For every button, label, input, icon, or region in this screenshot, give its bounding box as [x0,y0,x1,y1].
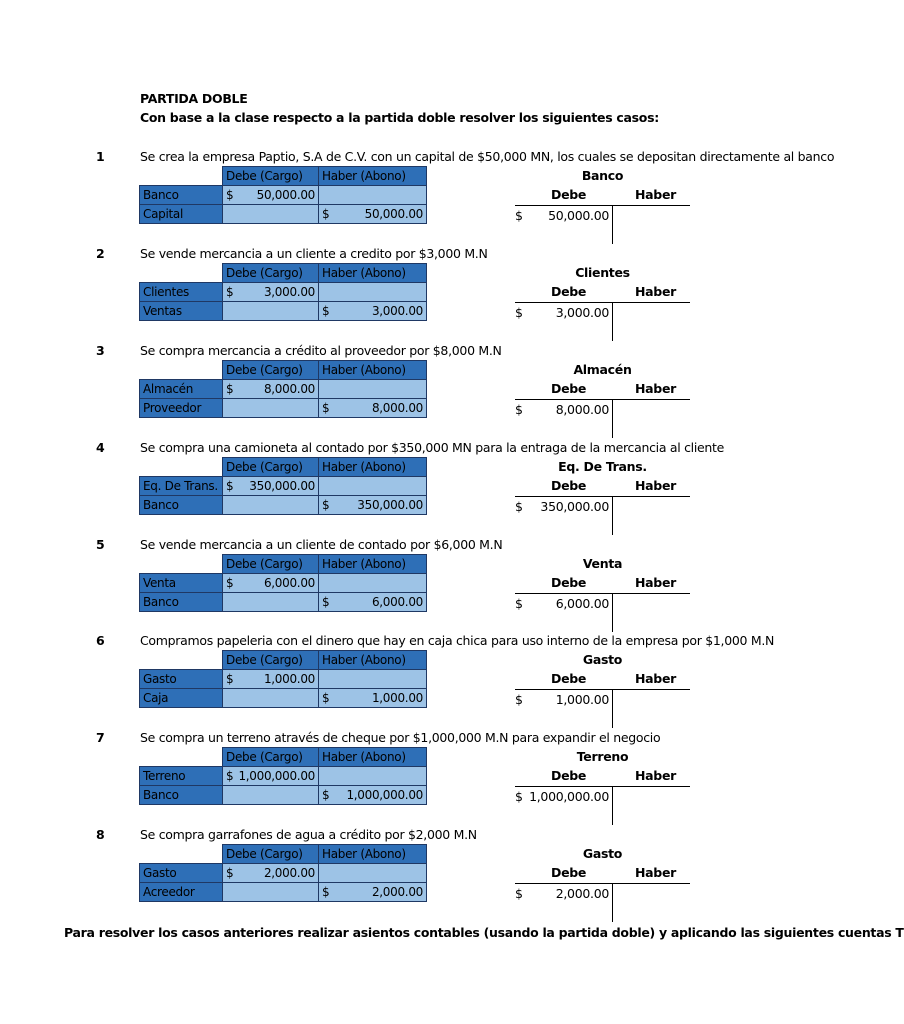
debit-account-cell: Gasto [140,670,223,689]
t-account-vertical-line [612,689,613,728]
journal-entry-table [139,554,427,612]
t-account-amount: 350,000.00 [540,499,609,514]
case-number: 5 [96,537,105,552]
journal-header-row [140,167,427,186]
credit-row [140,786,427,805]
credit-empty-cell [319,574,427,593]
currency-symbol: $ [322,595,330,609]
debit-account-cell: Clientes [140,283,223,302]
t-account-horizontal-line [515,205,690,206]
debit-row [140,864,427,883]
debit-empty-cell [223,786,319,805]
debit-amount: 1,000.00 [263,672,315,686]
t-account-vertical-line [612,496,613,535]
credit-account-cell: Banco [140,593,223,612]
debit-account-cell: Almacén [140,380,223,399]
journal-entry-table [139,844,427,902]
debit-amount-cell [223,864,319,883]
credit-amount: 3,000.00 [371,304,423,318]
case-description: Se compra una camioneta al contado por $350,000 MN para la entraga de la mercancia al cliente [140,440,724,455]
credit-account-cell: Ventas [140,302,223,321]
case-description: Se compra garrafones de agua a crédito por $2,000 M.N [140,827,477,842]
journal-entry-table [139,166,427,224]
header-blank-cell [140,651,223,670]
haber-abono-header: Haber (Abono) [319,264,427,283]
t-account-name: Gasto [582,846,623,861]
currency-symbol: $ [515,789,523,804]
currency-symbol: $ [226,576,234,590]
currency-symbol: $ [226,672,234,686]
t-account-vertical-line [612,593,613,632]
credit-amount: 50,000.00 [364,207,423,221]
currency-symbol: $ [515,208,523,223]
debe-cargo-header: Debe (Cargo) [223,167,319,186]
t-account-haber-label: Haber [635,865,676,880]
case-number: 7 [96,730,105,745]
t-account-debit-entry [515,208,610,223]
case-description: Se compra un terreno através de cheque por $1,000,000 M.N para expandir el negocio [140,730,661,745]
t-account-debit-entry [515,402,610,417]
t-account-name: Eq. De Trans. [558,459,647,474]
haber-abono-header: Haber (Abono) [319,167,427,186]
t-account-horizontal-line [515,399,690,400]
debit-row [140,477,427,496]
t-account-horizontal-line [515,786,690,787]
currency-symbol: $ [515,596,523,611]
debit-empty-cell [223,689,319,708]
haber-abono-header: Haber (Abono) [319,845,427,864]
t-account-debe-label: Debe [551,575,587,590]
credit-empty-cell [319,864,427,883]
credit-empty-cell [319,767,427,786]
credit-row [140,593,427,612]
debit-empty-cell [223,399,319,418]
credit-row [140,883,427,902]
header-blank-cell [140,845,223,864]
debit-row [140,767,427,786]
case-description: Compramos papeleria con el dinero que hay en caja chica para uso interno de la empresa por $1,000 M.N [140,633,775,648]
credit-empty-cell [319,186,427,205]
debit-row [140,574,427,593]
debit-amount-cell [223,670,319,689]
t-account-name: Almacén [573,362,632,377]
credit-account-cell: Caja [140,689,223,708]
currency-symbol: $ [226,382,234,396]
haber-abono-header: Haber (Abono) [319,748,427,767]
t-account-debit-entry [515,886,610,901]
t-account-haber-label: Haber [635,575,676,590]
currency-symbol: $ [226,285,234,299]
debit-row [140,380,427,399]
currency-symbol: $ [515,499,523,514]
t-account-debe-label: Debe [551,381,587,396]
currency-symbol: $ [515,886,523,901]
debit-account-cell: Venta [140,574,223,593]
t-account-amount: 3,000.00 [555,305,609,320]
t-account-debe-label: Debe [551,768,587,783]
header-blank-cell [140,361,223,380]
debe-cargo-header: Debe (Cargo) [223,361,319,380]
t-account-debe-label: Debe [551,865,587,880]
credit-empty-cell [319,380,427,399]
journal-header-row [140,555,427,574]
header-blank-cell [140,748,223,767]
t-account-debe-label: Debe [551,187,587,202]
t-account-name: Terreno [576,749,629,764]
debit-amount-cell [223,186,319,205]
journal-entry-table [139,747,427,805]
debe-cargo-header: Debe (Cargo) [223,651,319,670]
t-account-debit-entry [515,596,610,611]
debit-amount-cell [223,574,319,593]
journal-entry-table [139,263,427,321]
credit-amount: 1,000,000.00 [346,788,423,802]
credit-amount-cell [319,689,427,708]
t-account-horizontal-line [515,883,690,884]
credit-account-cell: Banco [140,786,223,805]
currency-symbol: $ [322,498,330,512]
page-subtitle: Con base a la clase respecto a la partida doble resolver los siguientes casos: [140,110,659,125]
debit-empty-cell [223,593,319,612]
case-number: 2 [96,246,105,261]
t-account-haber-label: Haber [635,381,676,396]
case-description: Se vende mercancia a un cliente de contado por $6,000 M.N [140,537,503,552]
debit-row [140,186,427,205]
case-description: Se vende mercancia a un cliente a credito por $3,000 M.N [140,246,488,261]
t-account-horizontal-line [515,593,690,594]
credit-amount: 8,000.00 [371,401,423,415]
journal-entry-table [139,457,427,515]
case-number: 6 [96,633,105,648]
credit-row [140,302,427,321]
credit-row [140,689,427,708]
debit-row [140,670,427,689]
t-account-horizontal-line [515,496,690,497]
debit-empty-cell [223,205,319,224]
t-account-amount: 50,000.00 [548,208,609,223]
debit-empty-cell [223,883,319,902]
debit-amount: 350,000.00 [249,479,315,493]
journal-header-row [140,748,427,767]
credit-account-cell: Banco [140,496,223,515]
currency-symbol: $ [322,207,330,221]
t-account-vertical-line [612,883,613,922]
t-account-debit-entry [515,789,610,804]
credit-row [140,496,427,515]
credit-amount-cell [319,593,427,612]
journal-header-row [140,651,427,670]
currency-symbol: $ [515,692,523,707]
t-account-vertical-line [612,205,613,244]
t-account-haber-label: Haber [635,768,676,783]
t-account-horizontal-line [515,302,690,303]
currency-symbol: $ [322,691,330,705]
header-blank-cell [140,555,223,574]
debit-empty-cell [223,302,319,321]
t-account-debit-entry [515,692,610,707]
credit-amount-cell [319,205,427,224]
t-account-vertical-line [612,302,613,341]
currency-symbol: $ [322,788,330,802]
haber-abono-header: Haber (Abono) [319,555,427,574]
currency-symbol: $ [322,304,330,318]
t-account-name: Venta [582,556,623,571]
case-number: 1 [96,149,105,164]
debit-amount: 1,000,000.00 [238,769,315,783]
debit-amount-cell [223,380,319,399]
case-number: 8 [96,827,105,842]
t-account-name: Banco [581,168,624,183]
debe-cargo-header: Debe (Cargo) [223,845,319,864]
t-account-haber-label: Haber [635,187,676,202]
t-account-name: Gasto [582,652,623,667]
journal-entry-table [139,650,427,708]
t-account-horizontal-line [515,689,690,690]
haber-abono-header: Haber (Abono) [319,458,427,477]
credit-amount: 2,000.00 [371,885,423,899]
credit-amount-cell [319,883,427,902]
currency-symbol: $ [226,188,234,202]
currency-symbol: $ [226,769,234,783]
haber-abono-header: Haber (Abono) [319,651,427,670]
debit-account-cell: Terreno [140,767,223,786]
page-title: PARTIDA DOBLE [140,91,248,106]
t-account-amount: 8,000.00 [555,402,609,417]
credit-row [140,205,427,224]
header-blank-cell [140,264,223,283]
debit-account-cell: Banco [140,186,223,205]
debit-amount-cell [223,477,319,496]
footer-instructions: Para resolver los casos anteriores realizar asientos contables (usando la partida doble) y aplicando las siguientes cuentas T [64,925,904,940]
t-account-debe-label: Debe [551,478,587,493]
credit-empty-cell [319,670,427,689]
credit-amount: 1,000.00 [371,691,423,705]
debit-account-cell: Gasto [140,864,223,883]
currency-symbol: $ [515,305,523,320]
credit-account-cell: Capital [140,205,223,224]
t-account-debe-label: Debe [551,284,587,299]
currency-symbol: $ [322,885,330,899]
credit-empty-cell [319,283,427,302]
currency-symbol: $ [226,479,234,493]
t-account-amount: 1,000.00 [555,692,609,707]
debit-amount: 50,000.00 [256,188,315,202]
credit-account-cell: Proveedor [140,399,223,418]
credit-amount-cell [319,399,427,418]
t-account-debit-entry [515,499,610,514]
header-blank-cell [140,458,223,477]
t-account-name: Clientes [575,265,630,280]
debit-amount: 2,000.00 [263,866,315,880]
debe-cargo-header: Debe (Cargo) [223,555,319,574]
credit-amount-cell [319,496,427,515]
journal-header-row [140,361,427,380]
t-account-vertical-line [612,786,613,825]
debit-amount-cell [223,283,319,302]
t-account-haber-label: Haber [635,284,676,299]
debit-empty-cell [223,496,319,515]
t-account-debit-entry [515,305,610,320]
debit-account-cell: Eq. De Trans. [140,477,223,496]
case-number: 3 [96,343,105,358]
t-account-amount: 1,000,000.00 [529,789,609,804]
debit-amount: 8,000.00 [263,382,315,396]
case-number: 4 [96,440,105,455]
credit-account-cell: Acreedor [140,883,223,902]
header-blank-cell [140,167,223,186]
credit-empty-cell [319,477,427,496]
debit-amount-cell [223,767,319,786]
t-account-haber-label: Haber [635,478,676,493]
debit-amount: 3,000.00 [263,285,315,299]
credit-amount: 6,000.00 [371,595,423,609]
journal-header-row [140,264,427,283]
haber-abono-header: Haber (Abono) [319,361,427,380]
case-description: Se compra mercancia a crédito al proveedor por $8,000 M.N [140,343,502,358]
currency-symbol: $ [226,866,234,880]
debit-amount: 6,000.00 [263,576,315,590]
currency-symbol: $ [515,402,523,417]
case-description: Se crea la empresa Paptio, S.A de C.V. con un capital de $50,000 MN, los cuales se depositan directamente al banco [140,149,835,164]
debe-cargo-header: Debe (Cargo) [223,748,319,767]
credit-amount: 350,000.00 [357,498,423,512]
journal-entry-table [139,360,427,418]
credit-amount-cell [319,302,427,321]
debit-row [140,283,427,302]
t-account-amount: 2,000.00 [555,886,609,901]
credit-row [140,399,427,418]
currency-symbol: $ [322,401,330,415]
debe-cargo-header: Debe (Cargo) [223,458,319,477]
journal-header-row [140,845,427,864]
t-account-vertical-line [612,399,613,438]
t-account-amount: 6,000.00 [555,596,609,611]
t-account-haber-label: Haber [635,671,676,686]
debe-cargo-header: Debe (Cargo) [223,264,319,283]
credit-amount-cell [319,786,427,805]
journal-header-row [140,458,427,477]
t-account-debe-label: Debe [551,671,587,686]
